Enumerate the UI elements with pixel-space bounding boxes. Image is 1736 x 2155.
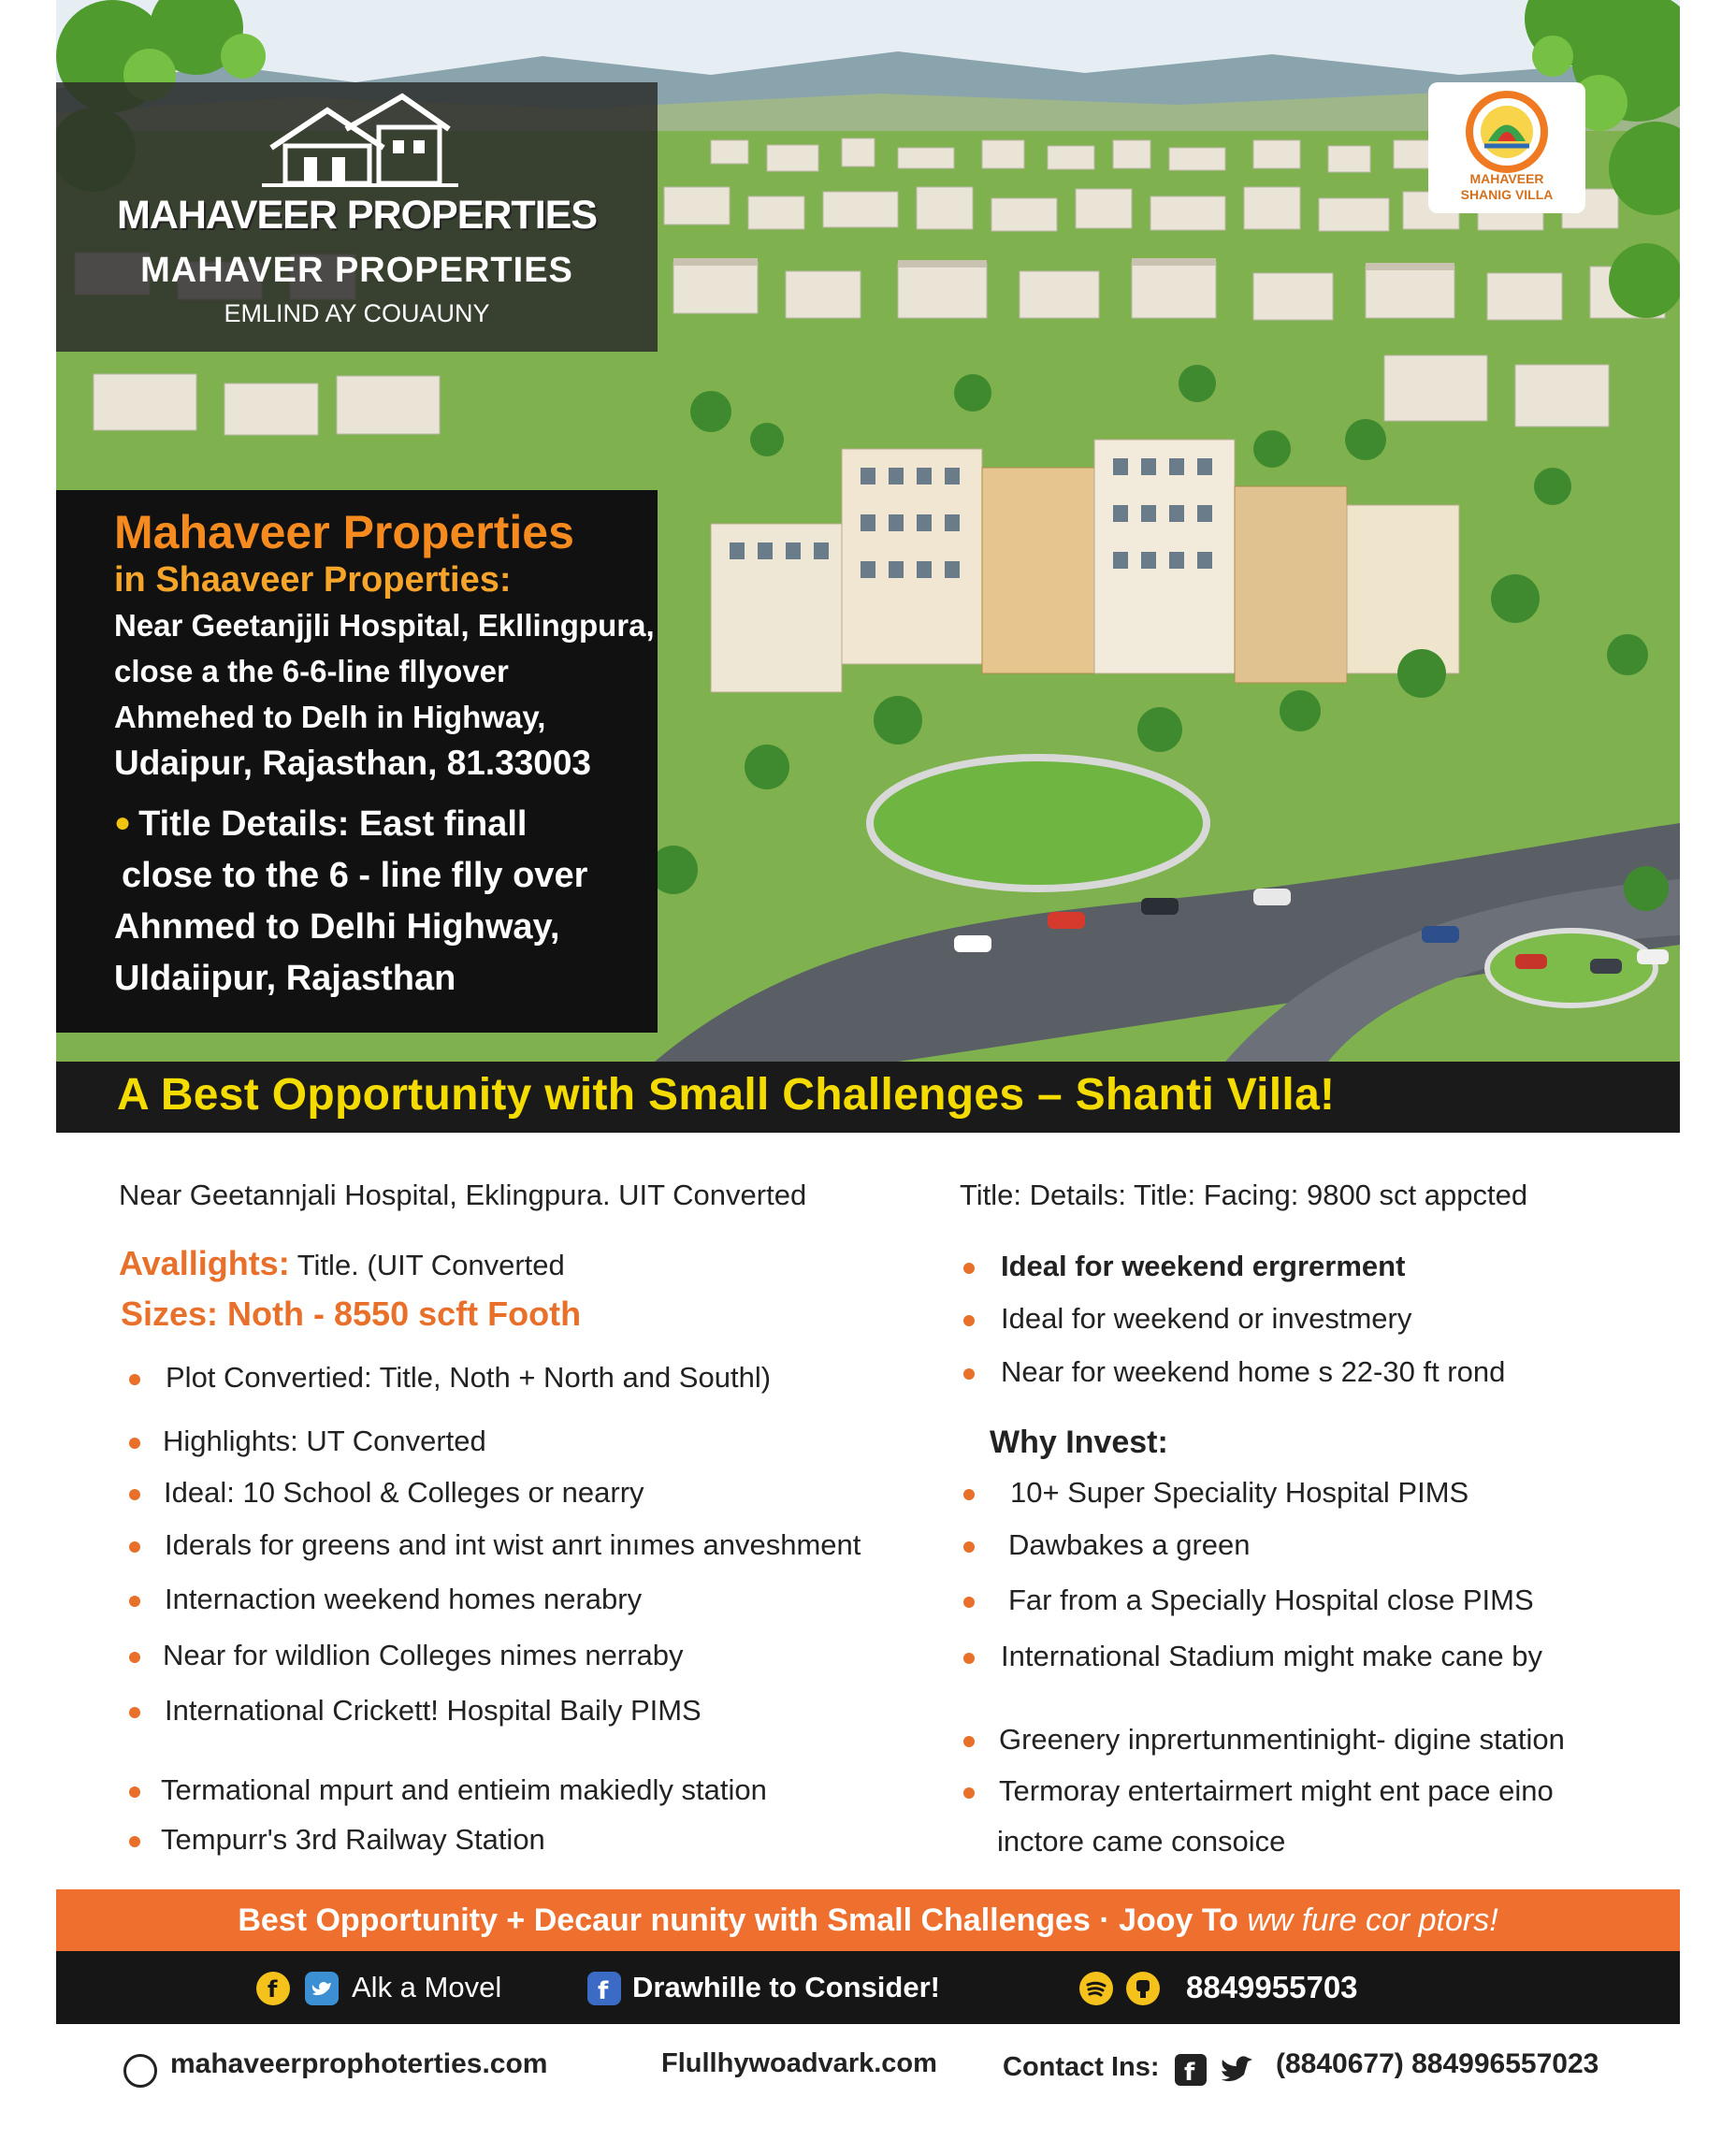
availights-row — [119, 1244, 565, 1283]
list-item: Iderals for greens and int wist anrt inımes anveshment — [165, 1528, 861, 1561]
title-details-line: close to the 6 - line flly over — [122, 856, 588, 895]
address-line: Udaipur, Rajasthan, 81.33003 — [114, 744, 592, 782]
bullet-dot-icon — [963, 1315, 975, 1326]
location-info-panel — [56, 490, 658, 1033]
footer-opportunity-text: Best Opportunity + Decaur nunity with Small Challenges · Jooy To — [238, 1902, 1238, 1938]
bullet-dot-icon — [963, 1368, 975, 1380]
title-details-line: Ahnmed to Delhi Highway, — [114, 907, 560, 947]
shanti-villa-seal — [1428, 82, 1585, 213]
svg-text:f: f — [598, 1977, 609, 2005]
bullet-dot-icon — [963, 1736, 975, 1747]
title-details-line: Uldaiipur, Rajasthan — [114, 959, 456, 998]
address-line: Ahmehed to Delh in Highway, — [114, 700, 546, 734]
contact-numbers[interactable]: (8840677) 884996557023 — [1276, 2048, 1599, 2079]
bullet-dot-icon — [129, 1596, 140, 1607]
logo-panel — [56, 82, 658, 352]
list-item: Termational mpurt and entieim makiedly station — [161, 1773, 767, 1806]
footer-opportunity-italic: ww fure cor ptors! — [1247, 1902, 1498, 1938]
list-item-continuation: inctore came consoice — [997, 1825, 1286, 1858]
svg-text:f: f — [268, 1976, 278, 2003]
phone-icon[interactable] — [1126, 1972, 1160, 2005]
list-item: Internaction weekend homes nerabry — [165, 1583, 643, 1615]
why-invest-heading: Why Invest: — [990, 1425, 1168, 1460]
bullet-dot-icon — [129, 1786, 140, 1798]
info-title: Mahaveer Properties — [114, 506, 574, 558]
title-details-line — [114, 797, 658, 850]
list-item: Termoray entertairmert might ent pace eino — [999, 1774, 1554, 1807]
bullet-dot-icon — [963, 1541, 975, 1553]
seal-text-line1: MAHAVEER — [1469, 171, 1544, 186]
list-item: Tempurr's 3rd Railway Station — [161, 1823, 545, 1856]
svg-text:f: f — [1184, 2059, 1195, 2086]
list-item: Plot Convertied: Title, Noth + North and Southl) — [166, 1361, 772, 1394]
brand-name: MAHAVEER PROPERTIES — [117, 193, 597, 238]
bullet-dot-icon — [963, 1787, 975, 1799]
address-line: Near Geetanjjli Hospital, Ekllingpura, — [114, 608, 655, 643]
list-item: International Stadium might make cane by — [1001, 1640, 1542, 1672]
bullet-dot-icon — [129, 1541, 140, 1553]
list-item: Far from a Specially Hospital close PIMS — [1008, 1584, 1534, 1616]
availights-value: Title. (UIT Converted — [297, 1249, 565, 1281]
brand-name-secondary: MAHAVER PROPERTIES — [140, 251, 573, 290]
bullet-dot-icon — [963, 1489, 975, 1500]
sizes-line: Sizes: Noth - 8550 scft Footh — [121, 1294, 582, 1333]
list-item: Ideal for weekend or investmery — [1001, 1302, 1412, 1335]
list-item: Greenery inprertunmentinight- digine station — [999, 1723, 1565, 1756]
bullet-dot-icon — [963, 1263, 975, 1274]
address-line: close a the 6-6-line fllyover — [114, 654, 509, 688]
bullet-dot-icon — [963, 1653, 975, 1664]
bullet-dot-icon — [963, 1597, 975, 1608]
website-link[interactable]: mahaveerprophoterties.com — [170, 2048, 548, 2079]
footer-social-bar — [56, 1951, 1680, 2024]
bullet-dot-icon — [129, 1836, 140, 1847]
list-item: Near for wildlion Colleges nimes nerraby — [163, 1639, 684, 1671]
social-left-label: Alk a Movel — [352, 1971, 502, 2003]
title-details-text: Title Details: East finall — [138, 804, 528, 844]
bullet-dot-icon — [129, 1489, 140, 1500]
bullet-dot-icon — [129, 1707, 140, 1718]
seal-text-line2: SHANIG VILLA — [1460, 187, 1554, 202]
contact-label: Contact Ins: — [1003, 2052, 1160, 2082]
left-intro: Near Geetannjali Hospital, Eklingpura. UIT Converted — [119, 1179, 807, 1211]
info-subtitle: in Shaaveer Properties: — [114, 560, 512, 600]
facebook-icon[interactable] — [587, 1972, 621, 2005]
website-link-secondary[interactable]: Flullhywoadvark.com — [661, 2048, 937, 2078]
twitter-icon[interactable] — [305, 1972, 339, 2005]
bullet-dot-icon: ● — [114, 807, 132, 838]
whatsapp-icon[interactable] — [123, 2054, 157, 2088]
list-item: Dawbakes a green — [1008, 1528, 1251, 1561]
list-item: Ideal: 10 School & Colleges or nearry — [164, 1476, 644, 1509]
opportunity-banner-bar — [56, 1062, 1680, 1133]
house-logo-icon — [262, 92, 458, 190]
hero-aerial-image — [56, 0, 1680, 1062]
opportunity-banner-text: A Best Opportunity with Small Challenges – Shanti Villa! — [117, 1070, 1336, 1120]
social-middle-label: Drawhille to Consider! — [632, 1971, 940, 2003]
phone-number[interactable]: 8849955703 — [1186, 1970, 1358, 2004]
bullet-dot-icon — [129, 1438, 140, 1449]
list-item: Ideal for weekend ergrerment — [1001, 1250, 1406, 1282]
right-intro: Title: Details: Title: Facing: 9800 sct appcted — [960, 1179, 1528, 1211]
footer-opportunity-bar — [56, 1889, 1680, 1951]
facebook-icon[interactable] — [256, 1972, 290, 2005]
availights-key: Avallights: — [119, 1244, 290, 1282]
facebook-icon[interactable] — [1175, 2054, 1207, 2086]
twitter-icon[interactable] — [1218, 2054, 1255, 2086]
seal-emblem-icon — [1456, 90, 1557, 174]
spotify-icon[interactable] — [1079, 1972, 1113, 2005]
list-item: 10+ Super Speciality Hospital PIMS — [1010, 1476, 1469, 1509]
bullet-dot-icon — [129, 1652, 140, 1663]
list-item: Near for weekend home s 22-30 ft rond — [1001, 1355, 1506, 1388]
bullet-dot-icon — [129, 1374, 140, 1385]
list-item: International Crickett! Hospital Baily PIMS — [165, 1694, 702, 1727]
brand-tagline: EMLIND AY COUAUNY — [224, 299, 490, 327]
list-item: Highlights: UT Converted — [163, 1425, 486, 1457]
